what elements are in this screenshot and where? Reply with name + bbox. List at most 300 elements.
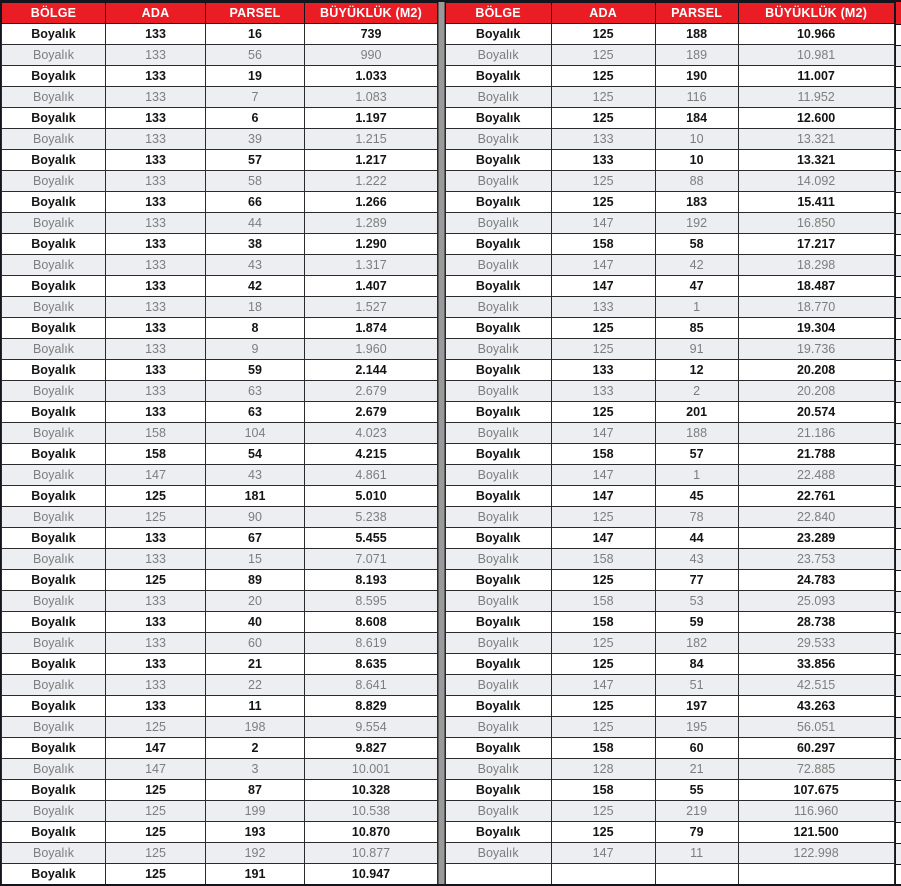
region-cell: Boyalık: [2, 213, 106, 234]
size-cell: 1.197: [305, 108, 438, 129]
ada-cell: 147: [551, 843, 655, 864]
table-row: [445, 696, 894, 717]
region-cell: Boyalık: [445, 591, 551, 612]
ada-cell: 125: [106, 486, 206, 507]
header-row: [445, 3, 894, 24]
region-cell: Boyalık: [2, 339, 106, 360]
ada-cell: 147: [551, 528, 655, 549]
table-row: [445, 843, 894, 864]
size-cell: 29.533: [738, 633, 894, 654]
table-row: [445, 423, 894, 444]
ada-cell: 133: [106, 297, 206, 318]
region-cell: Boyalık: [2, 465, 106, 486]
region-cell: Boyalık: [445, 549, 551, 570]
table-row: [2, 696, 438, 717]
parsel-cell: 181: [206, 486, 305, 507]
ada-cell: 125: [551, 822, 655, 843]
table-row: [2, 591, 438, 612]
region-cell: Boyalık: [2, 402, 106, 423]
ada-cell: 125: [551, 87, 655, 108]
table-row: [2, 612, 438, 633]
region-cell: Boyalık: [2, 570, 106, 591]
ada-cell: 125: [551, 570, 655, 591]
region-cell: Boyalık: [2, 675, 106, 696]
size-cell: 990: [305, 45, 438, 66]
ada-cell: 125: [551, 45, 655, 66]
size-cell: 1.960: [305, 339, 438, 360]
ada-cell: 125: [551, 654, 655, 675]
region-cell: Boyalık: [2, 24, 106, 45]
size-cell: [738, 864, 894, 885]
parsel-cell: 44: [655, 528, 738, 549]
size-cell: 9.827: [305, 738, 438, 759]
parsel-cell: 53: [655, 591, 738, 612]
ada-cell: 125: [551, 801, 655, 822]
region-cell: Boyalık: [445, 843, 551, 864]
parsel-cell: 18: [206, 297, 305, 318]
size-cell: 15.411: [738, 192, 894, 213]
table-row: [2, 633, 438, 654]
parsel-cell: 11: [655, 843, 738, 864]
table-row: [2, 381, 438, 402]
region-cell: Boyalık: [445, 360, 551, 381]
table-row: [2, 318, 438, 339]
size-cell: 42.515: [738, 675, 894, 696]
table-row: [2, 864, 438, 885]
region-cell: Boyalık: [445, 675, 551, 696]
region-cell: Boyalık: [2, 276, 106, 297]
region-cell: Boyalık: [2, 87, 106, 108]
size-cell: 1.290: [305, 234, 438, 255]
table-row: [2, 171, 438, 192]
region-cell: Boyalık: [2, 255, 106, 276]
parsel-cell: 188: [655, 24, 738, 45]
ada-cell: 125: [551, 66, 655, 87]
ada-cell: 133: [106, 87, 206, 108]
region-cell: Boyalık: [2, 297, 106, 318]
ada-cell: 133: [106, 675, 206, 696]
region-cell: Boyalık: [2, 822, 106, 843]
ada-cell: 147: [551, 276, 655, 297]
parsel-cell: [655, 864, 738, 885]
ada-cell: 133: [106, 66, 206, 87]
parsel-cell: 201: [655, 402, 738, 423]
region-cell: Boyalık: [445, 486, 551, 507]
empty-row: [445, 864, 894, 885]
size-cell: 8.641: [305, 675, 438, 696]
parsel-cell: 188: [655, 423, 738, 444]
region-cell: Boyalık: [445, 213, 551, 234]
table-row: [2, 276, 438, 297]
table-row: [2, 780, 438, 801]
table-row: [445, 801, 894, 822]
size-cell: 5.455: [305, 528, 438, 549]
parsel-cell: 63: [206, 402, 305, 423]
size-cell: 18.770: [738, 297, 894, 318]
table-row: [445, 66, 894, 87]
table-row: [2, 675, 438, 696]
parsel-cell: 90: [206, 507, 305, 528]
region-cell: Boyalık: [445, 381, 551, 402]
size-cell: 23.753: [738, 549, 894, 570]
size-cell: 72.885: [738, 759, 894, 780]
region-cell: Boyalık: [2, 486, 106, 507]
region-cell: Boyalık: [445, 801, 551, 822]
region-cell: Boyalık: [2, 171, 106, 192]
size-cell: 8.608: [305, 612, 438, 633]
header-row: [2, 3, 438, 24]
parsel-cell: 8: [206, 318, 305, 339]
parsel-cell: 190: [655, 66, 738, 87]
table-row: [445, 87, 894, 108]
column-header-parsel: PARSEL: [655, 3, 738, 24]
ada-cell: 133: [106, 549, 206, 570]
ada-cell: 133: [106, 171, 206, 192]
region-cell: Boyalık: [2, 192, 106, 213]
ada-cell: 125: [106, 822, 206, 843]
ada-cell: 125: [106, 507, 206, 528]
size-cell: 21.788: [738, 444, 894, 465]
region-cell: Boyalık: [2, 318, 106, 339]
region-cell: Boyalık: [445, 234, 551, 255]
region-cell: Boyalık: [2, 591, 106, 612]
parsel-cell: 55: [655, 780, 738, 801]
table-row: [445, 654, 894, 675]
size-cell: 8.619: [305, 633, 438, 654]
column-header-buyukluk: BÜYÜKLÜK (M2): [738, 3, 894, 24]
region-cell: Boyalık: [2, 528, 106, 549]
parsel-cell: 59: [655, 612, 738, 633]
region-cell: Boyalık: [445, 318, 551, 339]
parsel-cell: 195: [655, 717, 738, 738]
table-row: [2, 738, 438, 759]
parsel-cell: 16: [206, 24, 305, 45]
parsel-cell: 198: [206, 717, 305, 738]
ada-cell: 125: [106, 864, 206, 885]
region-cell: Boyalık: [2, 507, 106, 528]
ada-cell: 133: [106, 24, 206, 45]
parsel-cell: 10: [655, 129, 738, 150]
region-cell: Boyalık: [445, 738, 551, 759]
parsel-cell: 79: [655, 822, 738, 843]
region-cell: Boyalık: [2, 150, 106, 171]
ada-cell: 125: [551, 339, 655, 360]
parsel-cell: 56: [206, 45, 305, 66]
parsel-cell: 20: [206, 591, 305, 612]
parsel-cell: 192: [206, 843, 305, 864]
size-cell: 13.321: [738, 150, 894, 171]
size-cell: 10.947: [305, 864, 438, 885]
parsel-cell: 183: [655, 192, 738, 213]
size-cell: 5.010: [305, 486, 438, 507]
region-cell: Boyalık: [445, 87, 551, 108]
table-row: [445, 570, 894, 591]
region-cell: Boyalık: [445, 255, 551, 276]
region-cell: Boyalık: [445, 171, 551, 192]
parsel-cell: 38: [206, 234, 305, 255]
size-cell: 19.736: [738, 339, 894, 360]
parsel-cell: 85: [655, 318, 738, 339]
size-cell: 122.998: [738, 843, 894, 864]
table-row: [2, 108, 438, 129]
ada-cell: 133: [106, 612, 206, 633]
ada-cell: 125: [551, 717, 655, 738]
table-row: [2, 45, 438, 66]
parsel-cell: 44: [206, 213, 305, 234]
size-cell: 10.966: [738, 24, 894, 45]
ada-cell: 133: [551, 297, 655, 318]
parsel-cell: 54: [206, 444, 305, 465]
table-row: [2, 423, 438, 444]
table-row: [445, 339, 894, 360]
size-cell: 23.289: [738, 528, 894, 549]
parsel-cell: 89: [206, 570, 305, 591]
ada-cell: 147: [106, 738, 206, 759]
region-cell: Boyalık: [445, 150, 551, 171]
size-cell: 2.679: [305, 381, 438, 402]
ada-cell: 133: [106, 129, 206, 150]
ada-cell: 133: [106, 402, 206, 423]
table-row: [2, 87, 438, 108]
region-cell: Boyalık: [2, 654, 106, 675]
table-row: [445, 507, 894, 528]
table-body: [445, 24, 894, 885]
parsel-cell: 91: [655, 339, 738, 360]
parsel-cell: 42: [655, 255, 738, 276]
parsel-cell: 10: [655, 150, 738, 171]
parsel-cell: 43: [206, 255, 305, 276]
region-cell: Boyalık: [2, 549, 106, 570]
ada-cell: 158: [106, 423, 206, 444]
table-row: [445, 45, 894, 66]
table-row: [445, 486, 894, 507]
parsel-cell: 45: [655, 486, 738, 507]
ada-cell: 125: [106, 801, 206, 822]
table-row: [445, 528, 894, 549]
parsel-cell: 58: [655, 234, 738, 255]
ada-cell: 158: [551, 612, 655, 633]
table-header: [2, 3, 438, 24]
size-cell: 16.850: [738, 213, 894, 234]
size-cell: 4.861: [305, 465, 438, 486]
table-row: [2, 24, 438, 45]
ada-cell: 125: [551, 507, 655, 528]
ada-cell: 158: [551, 234, 655, 255]
size-cell: 2.679: [305, 402, 438, 423]
region-cell: Boyalık: [2, 801, 106, 822]
table-row: [2, 549, 438, 570]
table-row: [445, 549, 894, 570]
size-cell: 2.144: [305, 360, 438, 381]
parsel-cell: 1: [655, 297, 738, 318]
ada-cell: 147: [551, 423, 655, 444]
size-cell: 1.215: [305, 129, 438, 150]
parsel-cell: 7: [206, 87, 305, 108]
region-cell: Boyalık: [445, 297, 551, 318]
ada-cell: 133: [106, 150, 206, 171]
region-cell: Boyalık: [2, 129, 106, 150]
table-row: [445, 381, 894, 402]
table-row: [2, 654, 438, 675]
parsel-cell: 84: [655, 654, 738, 675]
region-cell: Boyalık: [445, 402, 551, 423]
ada-cell: 133: [106, 381, 206, 402]
region-cell: Boyalık: [2, 843, 106, 864]
table-row: [2, 360, 438, 381]
table-row: [445, 591, 894, 612]
ada-cell: 158: [551, 444, 655, 465]
region-cell: Boyalık: [2, 696, 106, 717]
size-cell: 18.487: [738, 276, 894, 297]
region-cell: Boyalık: [2, 444, 106, 465]
table-row: [2, 234, 438, 255]
parsel-cell: 1: [655, 465, 738, 486]
size-cell: 1.222: [305, 171, 438, 192]
size-cell: 1.874: [305, 318, 438, 339]
ada-cell: 125: [551, 192, 655, 213]
parsel-cell: 51: [655, 675, 738, 696]
parsel-cell: 9: [206, 339, 305, 360]
size-cell: 1.217: [305, 150, 438, 171]
region-cell: Boyalık: [2, 45, 106, 66]
size-cell: 8.635: [305, 654, 438, 675]
ada-cell: 133: [106, 108, 206, 129]
ada-cell: 158: [551, 549, 655, 570]
parsel-cell: 2: [655, 381, 738, 402]
ada-cell: 133: [551, 150, 655, 171]
parsel-cell: 116: [655, 87, 738, 108]
ada-cell: 147: [106, 465, 206, 486]
table-row: [445, 402, 894, 423]
region-cell: Boyalık: [2, 738, 106, 759]
parsel-cell: 43: [206, 465, 305, 486]
region-cell: Boyalık: [445, 507, 551, 528]
size-cell: 14.092: [738, 171, 894, 192]
size-cell: 8.193: [305, 570, 438, 591]
region-cell: Boyalık: [2, 780, 106, 801]
ada-cell: 158: [106, 444, 206, 465]
table-row: [2, 801, 438, 822]
size-cell: 60.297: [738, 738, 894, 759]
table-row: [445, 612, 894, 633]
region-cell: Boyalık: [445, 780, 551, 801]
parsel-cell: 193: [206, 822, 305, 843]
ada-cell: 133: [106, 255, 206, 276]
size-cell: 1.266: [305, 192, 438, 213]
table-row: [2, 717, 438, 738]
parsel-cell: 77: [655, 570, 738, 591]
column-header-buyukluk: BÜYÜKLÜK (M2): [305, 3, 438, 24]
column-header-bolge: BÖLGE: [445, 3, 551, 24]
ada-cell: 133: [106, 318, 206, 339]
region-cell: Boyalık: [445, 717, 551, 738]
region-cell: Boyalık: [445, 696, 551, 717]
size-cell: 1.083: [305, 87, 438, 108]
parsel-cell: 22: [206, 675, 305, 696]
size-cell: 10.870: [305, 822, 438, 843]
table-header: [445, 3, 894, 24]
parsel-cell: 42: [206, 276, 305, 297]
parsel-cell: 11: [206, 696, 305, 717]
ada-cell: 147: [551, 255, 655, 276]
size-cell: 10.981: [738, 45, 894, 66]
column-header-ada: ADA: [551, 3, 655, 24]
region-cell: Boyalık: [445, 612, 551, 633]
parsel-cell: 57: [655, 444, 738, 465]
size-cell: 18.298: [738, 255, 894, 276]
parsel-cell: 43: [655, 549, 738, 570]
region-cell: Boyalık: [445, 45, 551, 66]
size-cell: 10.328: [305, 780, 438, 801]
size-cell: 8.595: [305, 591, 438, 612]
table-divider: [438, 2, 445, 884]
ada-cell: 133: [106, 192, 206, 213]
region-cell: Boyalık: [445, 633, 551, 654]
column-header-parsel: PARSEL: [206, 3, 305, 24]
size-cell: 11.952: [738, 87, 894, 108]
table-row: [2, 339, 438, 360]
ada-cell: 125: [106, 717, 206, 738]
region-cell: Boyalık: [2, 633, 106, 654]
ada-cell: 133: [106, 360, 206, 381]
size-cell: 1.033: [305, 66, 438, 87]
table-row: [2, 192, 438, 213]
ada-cell: 133: [106, 339, 206, 360]
size-cell: 4.023: [305, 423, 438, 444]
table-row: [445, 633, 894, 654]
parsel-cell: 192: [655, 213, 738, 234]
region-cell: Boyalık: [2, 864, 106, 885]
ada-cell: 125: [551, 318, 655, 339]
ada-cell: 125: [106, 780, 206, 801]
table-row: [2, 570, 438, 591]
table-row: [2, 465, 438, 486]
parsel-cell: 189: [655, 45, 738, 66]
parsel-cell: 199: [206, 801, 305, 822]
ada-cell: 133: [106, 234, 206, 255]
size-cell: 1.317: [305, 255, 438, 276]
ada-cell: 125: [106, 843, 206, 864]
size-cell: 10.877: [305, 843, 438, 864]
region-cell: Boyalık: [2, 108, 106, 129]
region-cell: Boyalık: [2, 423, 106, 444]
ada-cell: 133: [551, 129, 655, 150]
size-cell: 22.840: [738, 507, 894, 528]
table-row: [2, 507, 438, 528]
parsel-cell: 2: [206, 738, 305, 759]
size-cell: 8.829: [305, 696, 438, 717]
parsel-cell: 184: [655, 108, 738, 129]
parsel-cell: 15: [206, 549, 305, 570]
ada-cell: 125: [106, 570, 206, 591]
region-cell: Boyalık: [445, 759, 551, 780]
ada-cell: 133: [106, 654, 206, 675]
table-row: [445, 780, 894, 801]
table-row: [445, 192, 894, 213]
size-cell: 22.761: [738, 486, 894, 507]
parsel-cell: 182: [655, 633, 738, 654]
region-cell: Boyalık: [445, 570, 551, 591]
region-cell: Boyalık: [445, 528, 551, 549]
size-cell: 43.263: [738, 696, 894, 717]
table-row: [445, 213, 894, 234]
column-header-bolge: BÖLGE: [2, 3, 106, 24]
ada-cell: 128: [551, 759, 655, 780]
parsel-cell: 78: [655, 507, 738, 528]
region-cell: Boyalık: [445, 66, 551, 87]
table-row: [2, 528, 438, 549]
ada-cell: 158: [551, 591, 655, 612]
